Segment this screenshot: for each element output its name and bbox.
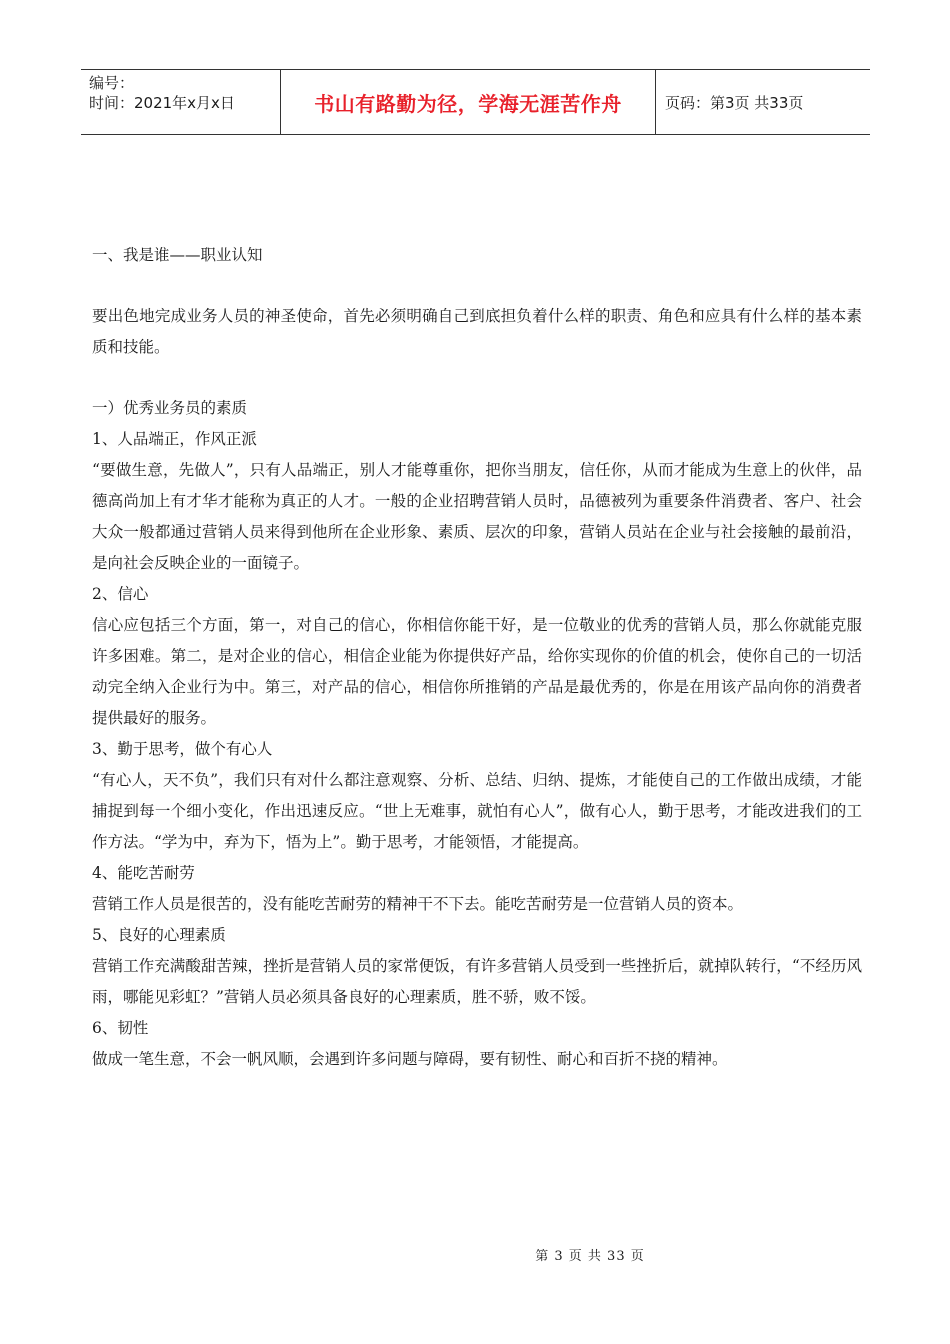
header-page-info: 页码：第3页 共33页 [665,93,804,112]
intro-paragraph: 要出色地完成业务人员的神圣使命，首先必须明确自己到底担负着什么样的职责、角色和应具有什么样的基本素质和技能。 [92,307,862,356]
item-paragraph: 信心应包括三个方面，第一，对自己的信心，你相信你能干好，是一位敬业的优秀的营销人员，那么你就能克服许多困难。第二，是对企业的信心，相信企业能为你提供好产品，给你实现你的价值的机会，使你自己的一切活动完全纳入企业行为中。第三，对产品的信心，相信你所推销的产品是最优秀的，你是在用该产品向你的消费者提供最好的服务。 [92,616,862,727]
document-date-label: 时间：2021年x月x日 [89,94,235,112]
document-number-label: 编号： [89,74,135,92]
page-header [81,69,870,135]
item-paragraph: 营销工作人员是很苦的，没有能吃苦耐劳的精神干不下去。能吃苦耐劳是一位营销人员的资本。 [92,895,744,913]
item-heading: 1、人品端正，作风正派 [92,430,257,448]
header-motto: 书山有路勤为径，学海无涯苦作舟 [281,70,656,134]
document-body [92,240,862,1075]
item-heading: 5、良好的心理素质 [92,926,226,944]
item-paragraph: 做成一笔生意，不会一帆风顺，会遇到许多问题与障碍，要有韧性、耐心和百折不挠的精神。 [92,1050,728,1068]
page-footer: 第 3 页 共 33 页 [535,1249,645,1264]
section-heading: 一、我是谁——职业认知 [92,246,263,264]
item-paragraph: 营销工作充满酸甜苦辣，挫折是营销人员的家常便饭，有许多营销人员受到一些挫折后，就掉队转行，“不经历风雨，哪能见彩虹？”营销人员必须具备良好的心理素质，胜不骄，败不馁。 [92,957,862,1006]
item-paragraph: “有心人，天不负”，我们只有对什么都注意观察、分析、总结、归纳、提炼，才能使自己的工作做出成绩，才能捕捉到每一个细小变化，作出迅速反应。“世上无难事，就怕有心人”，做有心人，勤于思考，才能改进我们的工作方法。“学为中，弃为下，悟为上”。勤于思考，才能领悟，才能提高。 [92,771,862,851]
item-heading: 4、能吃苦耐劳 [92,864,195,882]
header-meta [81,70,281,134]
item-paragraph: “要做生意，先做人”，只有人品端正，别人才能尊重你，把你当朋友，信任你，从而才能成为生意上的伙伴，品德高尚加上有才华才能称为真正的人才。一般的企业招聘营销人员时，品德被列为重要条件消费者、客户、社会大众一般都通过营销人员来得到他所在企业形象、素质、层次的印象，营销人员站在企业与社会接触的最前沿，是向社会反映企业的一面镜子。 [92,461,862,572]
item-heading: 6、韧性 [92,1019,149,1037]
subsection-heading: 一）优秀业务员的素质 [92,399,248,417]
item-heading: 3、勤于思考，做个有心人 [92,740,273,758]
item-heading: 2、信心 [92,585,149,603]
